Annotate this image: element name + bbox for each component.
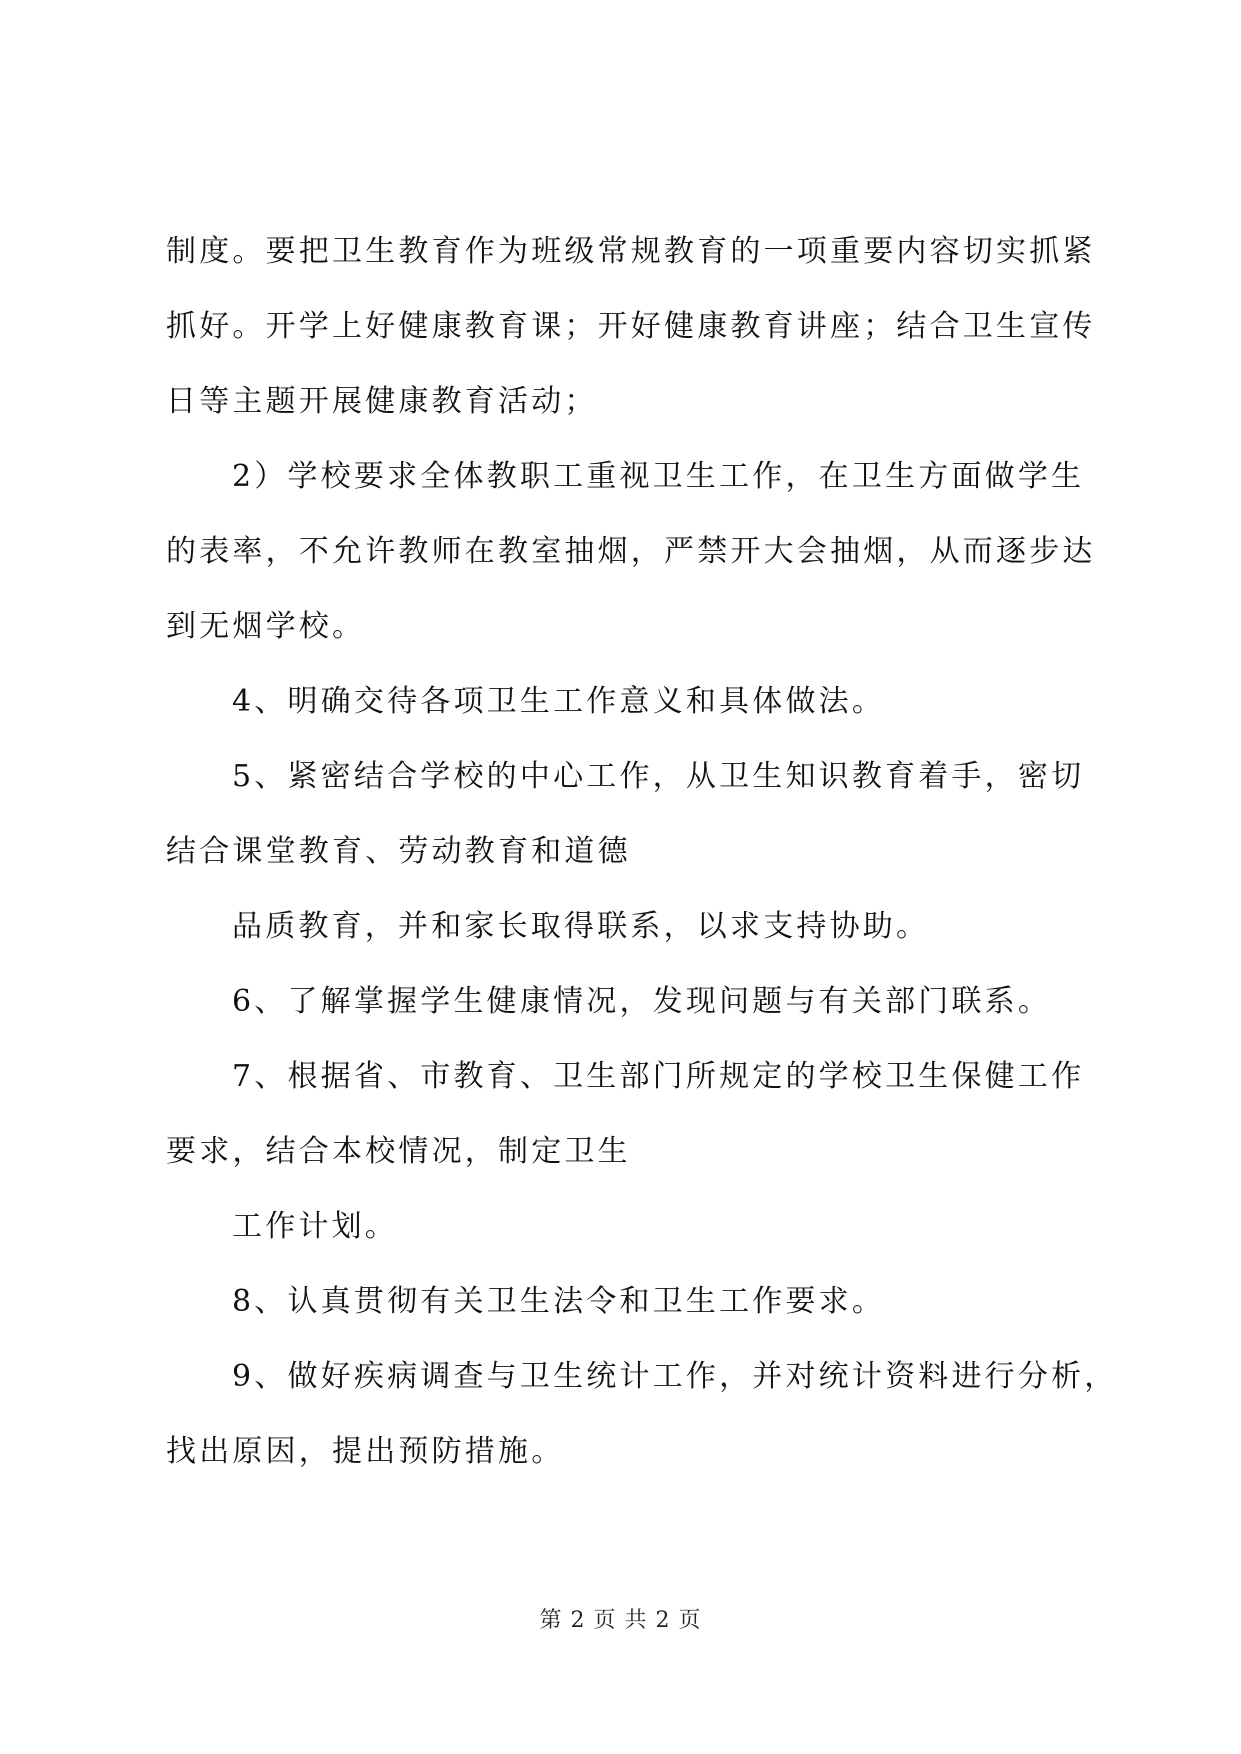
body-text-line: 日等主题开展健康教育活动； (166, 384, 598, 419)
body-text-line: 4、明确交待各项卫生工作意义和具体做法。 (232, 684, 886, 719)
body-text-line: 结合课堂教育、劳动教育和道德 (166, 834, 631, 869)
body-text-line: 工作计划。 (232, 1209, 398, 1244)
body-text-line: 的表率，不允许教师在教室抽烟，严禁开大会抽烟，从而逐步达 (166, 534, 1096, 569)
body-text-line: 6、了解掌握学生健康情况，发现问题与有关部门联系。 (232, 984, 1052, 1019)
body-text-line: 制度。要把卫生教育作为班级常规教育的一项重要内容切实抓紧 (166, 234, 1096, 269)
body-text-line: 5、紧密结合学校的中心工作，从卫生知识教育着手，密切 (232, 759, 1085, 794)
page-number-footer: 第 2 页 共 2 页 (539, 1608, 702, 1633)
body-text-line: 2）学校要求全体教职工重视卫生工作，在卫生方面做学生 (232, 459, 1085, 494)
body-text-line: 找出原因，提出预防措施。 (166, 1434, 565, 1469)
body-text-line: 7、根据省、市教育、卫生部门所规定的学校卫生保健工作 (232, 1059, 1085, 1094)
body-text-line: 9、做好疾病调查与卫生统计工作，并对统计资料进行分析， (232, 1359, 1118, 1394)
body-text-line: 8、认真贯彻有关卫生法令和卫生工作要求。 (232, 1284, 886, 1319)
body-text-line: 到无烟学校。 (166, 609, 366, 644)
body-text-line: 要求，结合本校情况，制定卫生 (166, 1134, 631, 1169)
body-text-line: 抓好。开学上好健康教育课；开好健康教育讲座；结合卫生宣传 (166, 309, 1096, 344)
body-text-line: 品质教育，并和家长取得联系，以求支持协助。 (232, 909, 930, 944)
